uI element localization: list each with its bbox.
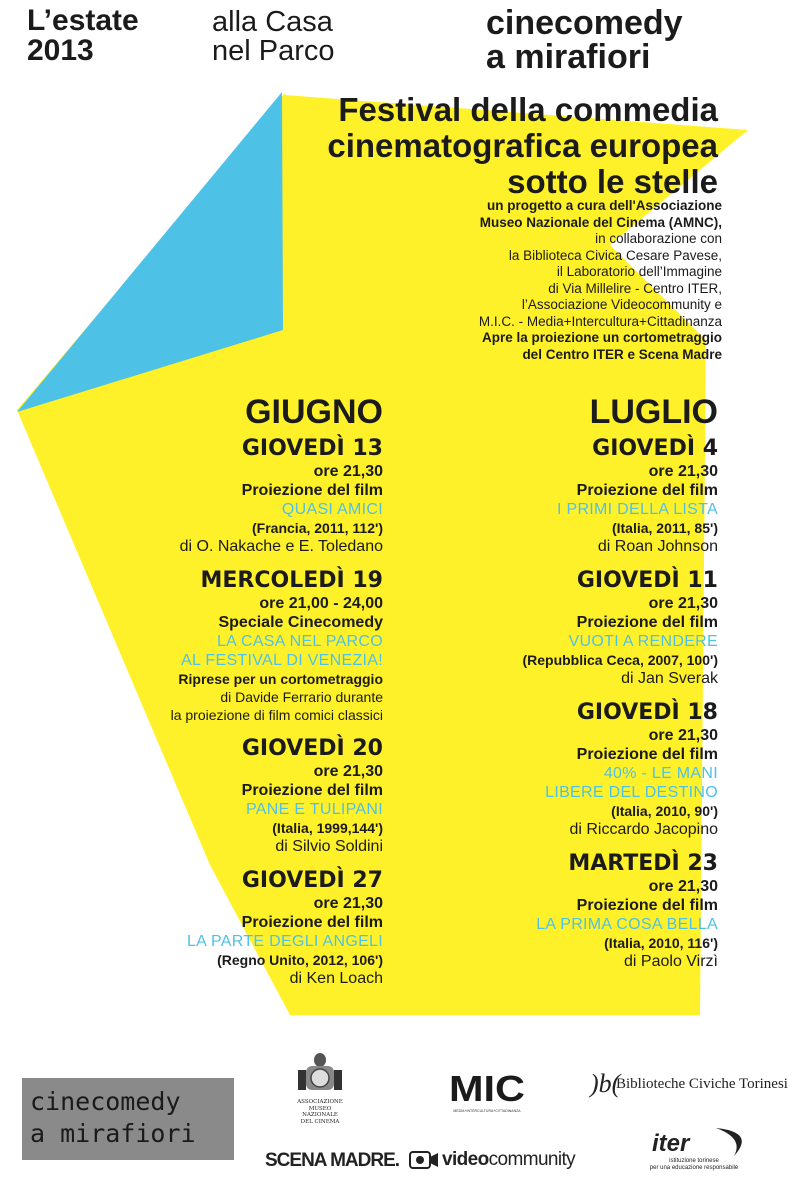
header-casa-line2: nel Parco — [212, 35, 335, 67]
biblioteche-mark: )b( — [590, 1069, 621, 1098]
intro-line: la Biblioteca Civica Cesare Pavese, — [508, 247, 722, 263]
event-director: di Ken Loach — [289, 970, 383, 987]
mic-caption: MEDIA+INTERCULTURA+CITTADINANZA — [453, 1109, 521, 1113]
video-prefix: video — [442, 1149, 489, 1170]
cinecomedy-logo-line2: a mirafiori — [30, 1119, 196, 1148]
biblioteche-name: Biblioteche Civiche Torinesi — [616, 1076, 788, 1092]
intro-line: Museo Nazionale del Cinema (AMNC), — [479, 214, 722, 230]
event-film-title: LA CASA NEL PARCO — [216, 633, 383, 650]
event-film-title: AL FESTIVAL DI VENEZIA! — [181, 652, 383, 669]
event-director: di Jan Sverak — [621, 670, 718, 687]
mic-logo-icon — [448, 1068, 526, 1109]
event-director: di O. Nakache e E. Toledano — [179, 538, 383, 555]
header-estate-line1: L’estate — [27, 4, 139, 37]
mic-logo — [448, 1068, 526, 1113]
event-kind: Proiezione del film — [241, 914, 383, 931]
event-day: MERCOLEDÌ 19 — [200, 568, 383, 593]
event-day: GIOVEDÌ 11 — [576, 568, 718, 593]
festival-title — [327, 92, 718, 200]
event-film-title: LA PARTE DEGLI ANGELI — [186, 933, 383, 950]
iter-caption — [644, 1158, 744, 1172]
iter-logo — [616, 1126, 776, 1176]
festival-line2: cinematografica europea — [327, 127, 718, 164]
event-kind: Proiezione del film — [576, 897, 718, 914]
event-film-title: QUASI AMICI — [281, 501, 383, 518]
event-july-18 — [522, 700, 718, 839]
intro-line: M.I.C. - Media+Intercultura+Cittadinanza — [478, 313, 722, 329]
event-film-title: LIBERE DEL DESTINO — [545, 784, 718, 801]
event-time: ore 21,30 — [648, 727, 718, 744]
event-june-19 — [171, 568, 383, 724]
event-film-title: I PRIMI DELLA LISTA — [556, 501, 718, 518]
event-day: MARTEDÌ 23 — [568, 851, 718, 876]
event-time: ore 21,30 — [648, 463, 718, 480]
header-brand-line1: cinecomedy — [486, 4, 683, 42]
event-director: di Roan Johnson — [597, 538, 718, 555]
month-title-july: LUGLIO — [589, 393, 718, 431]
header-estate-line2: 2013 — [27, 34, 94, 67]
festival-line3: sotto le stelle — [507, 163, 718, 200]
intro-line: l’Associazione Videocommunity e — [521, 297, 722, 312]
event-film-title: LA PRIMA COSA BELLA — [536, 916, 718, 933]
event-film-info: (Italia, 1999,144') — [272, 820, 383, 836]
event-june-13 — [171, 436, 383, 556]
cinecomedy-logo-line1: cinecomedy — [30, 1087, 181, 1116]
event-time: ore 21,30 — [648, 595, 718, 612]
header-brand — [486, 6, 683, 74]
cinecomedy-logo — [22, 1078, 234, 1160]
event-film-info: (Repubblica Ceca, 2007, 100') — [522, 652, 718, 668]
event-day: GIOVEDÌ 13 — [241, 436, 383, 461]
event-july-4 — [522, 436, 718, 556]
intro-line: in collaborazione con — [595, 231, 722, 246]
festival-line1: Festival della commedia — [338, 91, 718, 128]
event-film-info: (Regno Unito, 2012, 106') — [217, 952, 383, 968]
intro-text — [479, 198, 722, 363]
event-time: ore 21,30 — [313, 463, 383, 480]
event-kind: Proiezione del film — [241, 782, 383, 799]
event-director: di Silvio Soldini — [275, 838, 383, 855]
june-column — [171, 392, 383, 1000]
videocommunity-name — [442, 1149, 575, 1171]
event-director: di Paolo Virzì — [624, 953, 718, 970]
intro-line: del Centro ITER e Scena Madre — [522, 346, 722, 362]
amnc-logo — [290, 1050, 350, 1125]
videocommunity-logo — [408, 1146, 588, 1176]
event-note: la proiezione di film comici classici — [170, 707, 383, 723]
intro-line: di Via Millelire - Centro ITER, — [548, 280, 722, 296]
event-film-title: 40% - LE MANI — [603, 765, 718, 782]
mic-logo-mark: MIC — [449, 1068, 525, 1109]
intro-line: il Laboratorio dell’Immagine — [556, 264, 722, 279]
iter-caption-line: istituzione torinese — [669, 1158, 719, 1164]
event-kind: Proiezione del film — [241, 482, 383, 499]
event-film-title: VUOTI A RENDERE — [568, 633, 718, 650]
biblioteche-logo — [588, 1062, 788, 1102]
event-june-27 — [171, 868, 383, 988]
july-column — [522, 392, 718, 983]
event-june-20 — [171, 736, 383, 856]
header-estate — [27, 6, 139, 66]
iter-swoosh-icon — [616, 1126, 766, 1158]
event-time: ore 21,30 — [313, 763, 383, 780]
event-film-info: (Italia, 2011, 85') — [611, 520, 718, 536]
event-note: Riprese per un cortometraggio — [178, 671, 383, 687]
event-kind: Proiezione del film — [576, 614, 718, 631]
event-day: GIOVEDÌ 20 — [241, 736, 383, 761]
biblioteche-mark-icon — [588, 1062, 621, 1102]
event-july-11 — [522, 568, 718, 688]
intro-line: un progetto a cura dell'Associazione — [486, 198, 722, 213]
event-film-info: (Italia, 2010, 90') — [611, 803, 718, 819]
event-kind: Speciale Cinecomedy — [218, 614, 383, 631]
header-casa — [212, 8, 335, 66]
amnc-emblem-icon — [290, 1050, 350, 1094]
event-director: di Riccardo Jacopino — [569, 821, 718, 838]
event-kind: Proiezione del film — [576, 482, 718, 499]
intro-line: Apre la proiezione un cortometraggio — [481, 330, 722, 345]
event-film-info: (Italia, 2010, 116') — [604, 935, 718, 951]
scena-madre-logo: SCENA MADRE. — [265, 1150, 400, 1171]
event-day: GIOVEDÌ 18 — [576, 700, 718, 725]
amnc-caption-line: DEL CINEMA — [300, 1118, 340, 1125]
header-brand-line2: a mirafiori — [486, 38, 651, 76]
month-title-june: GIUGNO — [245, 393, 383, 431]
camera-icon — [408, 1146, 440, 1176]
event-note: di Davide Ferrario durante — [220, 689, 383, 705]
header-casa-line1: alla Casa — [212, 6, 333, 38]
event-time: ore 21,00 - 24,00 — [259, 595, 383, 612]
event-july-23 — [522, 851, 718, 971]
amnc-caption-line: ASSOCIAZIONE — [297, 1099, 343, 1105]
event-film-title: PANE E TULIPANI — [246, 801, 383, 818]
iter-name: iter — [652, 1130, 690, 1157]
iter-caption-line: per una educazione responsabile — [649, 1165, 739, 1171]
amnc-caption-line: MUSEO NAZIONALE — [302, 1105, 338, 1118]
event-film-info: (Francia, 2011, 112') — [252, 520, 383, 536]
event-time: ore 21,30 — [648, 878, 718, 895]
community-suffix: community — [488, 1149, 576, 1170]
event-kind: Proiezione del film — [576, 746, 718, 763]
event-day: GIOVEDÌ 4 — [592, 436, 718, 461]
event-day: GIOVEDÌ 27 — [241, 868, 383, 893]
event-time: ore 21,30 — [313, 895, 383, 912]
